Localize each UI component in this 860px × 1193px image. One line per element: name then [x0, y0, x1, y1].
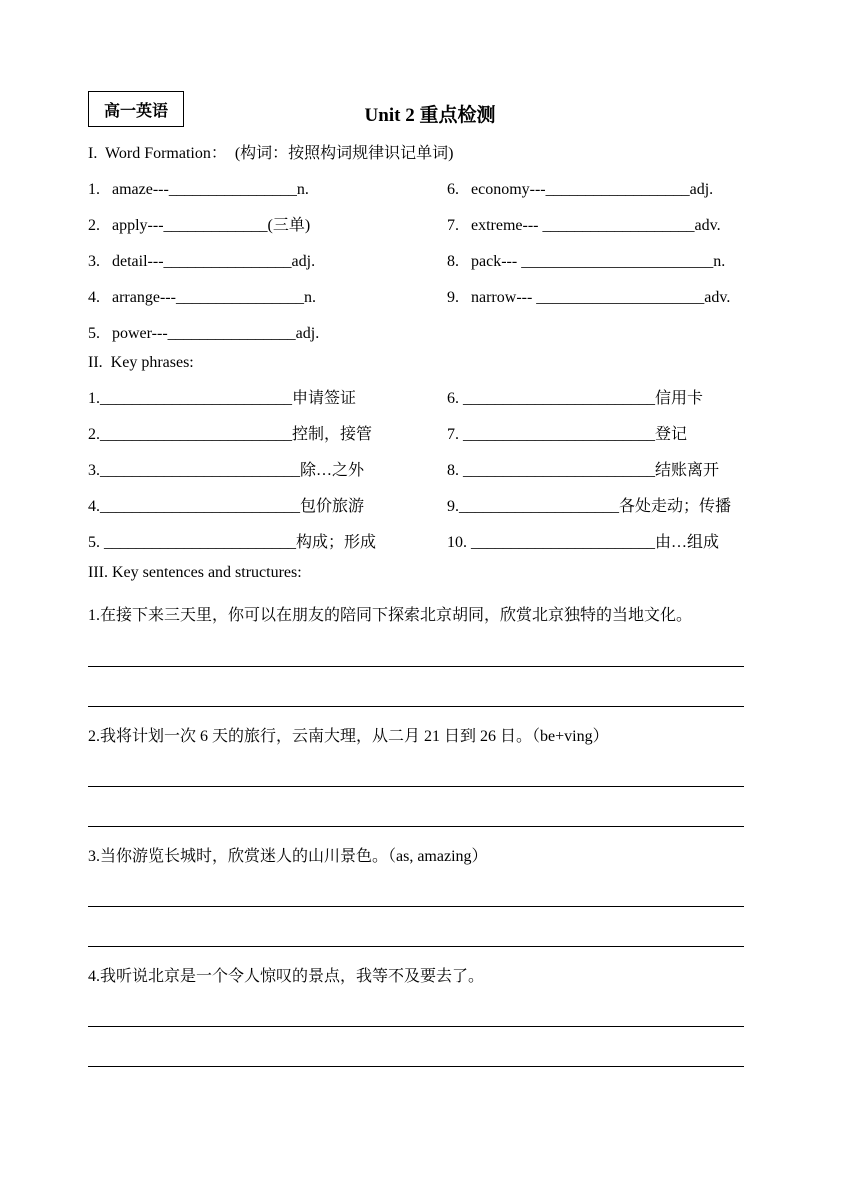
answer-line[interactable] [88, 786, 744, 787]
answer-line[interactable] [88, 946, 744, 947]
sentence-item-3: 3.当你游览长城时，欣赏迷人的山川景色。（as, amazing） [88, 848, 488, 865]
phrase-item-10: 10. _______________________由…组成 [447, 534, 720, 551]
phrase-item-8: 8. ________________________结账离开 [447, 462, 720, 479]
phrase-item-6: 6. ________________________信用卡 [447, 390, 704, 407]
phrase-item-7: 7. ________________________登记 [447, 426, 688, 443]
section2-heading: II. Key phrases: [88, 354, 194, 371]
word-item-9: 9. narrow--- _____________________adv. [447, 289, 731, 306]
sentence-item-4: 4.我听说北京是一个令人惊叹的景点，我等不及要去了。 [88, 968, 485, 985]
phrase-item-4: 4._________________________包价旅游 [88, 498, 365, 515]
answer-line[interactable] [88, 706, 744, 707]
phrase-item-3: 3._________________________除…之外 [88, 462, 365, 479]
word-item-1: 1. amaze---________________n. [88, 181, 309, 198]
phrase-item-1: 1.________________________申请签证 [88, 390, 357, 407]
answer-line[interactable] [88, 1066, 744, 1067]
answer-line[interactable] [88, 1026, 744, 1027]
answer-line[interactable] [88, 666, 744, 667]
answer-line[interactable] [88, 906, 744, 907]
word-item-6: 6. economy---__________________adj. [447, 181, 714, 198]
word-item-2: 2. apply---_____________(三单) [88, 217, 311, 234]
word-item-8: 8. pack--- ________________________n. [447, 253, 726, 270]
sentence-item-2: 2.我将计划一次 6 天的旅行，云南大理，从二月 21 日到 26 日。（be+ving） [88, 728, 609, 745]
page-title: Unit 2 重点检测 [364, 105, 496, 126]
sentence-item-1: 1.在接下来三天里，你可以在朋友的陪同下探索北京胡同，欣赏北京独特的当地文化。 [88, 607, 693, 624]
section3-heading: III. Key sentences and structures: [88, 564, 302, 581]
grade-label: 高一英语 [88, 91, 184, 127]
word-item-4: 4. arrange---________________n. [88, 289, 316, 306]
phrase-item-5: 5. ________________________构成；形成 [88, 534, 377, 551]
phrase-item-9: 9.____________________各处走动；传播 [447, 498, 732, 515]
word-item-3: 3. detail---________________adj. [88, 253, 316, 270]
word-item-7: 7. extreme--- ___________________adv. [447, 217, 721, 234]
answer-line[interactable] [88, 826, 744, 827]
section1-heading: I. Word Formation： (构词：按照构词规律识记单词) [88, 145, 454, 162]
word-item-5: 5. power---________________adj. [88, 325, 320, 342]
phrase-item-2: 2.________________________控制，接管 [88, 426, 373, 443]
